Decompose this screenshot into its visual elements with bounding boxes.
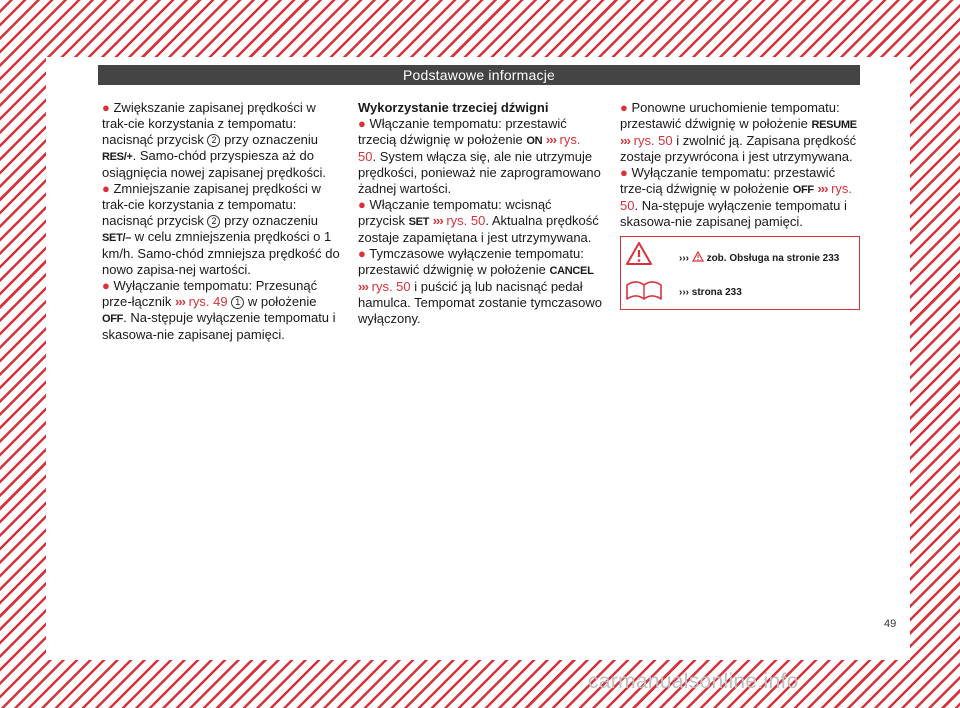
text: Zwiększanie zapisanej prędkości w trak-cie korzystania z tempomatu: nacisnąć przycisk	[102, 100, 316, 147]
button-symbol: SET/–	[102, 232, 132, 244]
warning-reference-text: zob. Obsługa na stronie 233	[706, 253, 840, 264]
figure-link[interactable]: rys. 49	[188, 294, 228, 309]
text: w położenie	[244, 294, 317, 309]
text: . Na-stępuje wyłączenie tempomatu i skasowa-nie zapisanej pamięci.	[102, 310, 336, 342]
figure-link[interactable]: rys. 50	[371, 279, 411, 294]
paragraph	[102, 100, 342, 181]
callout-badge: 2	[207, 215, 220, 228]
text: . Samo-chód przyspiesza aż do osiągnięcia nowej zapisanej prędkości.	[102, 148, 327, 180]
text: w celu zmniejszenia prędkości o 1 km/h. Samo-chód zmniejsza prędkość do nowo zapisa-nej wartości.	[102, 229, 340, 277]
cross-reference-arrow: ›››	[432, 213, 443, 228]
small-warning-icon	[692, 251, 704, 262]
paragraph	[358, 246, 602, 327]
bullet-icon: ●	[358, 197, 366, 212]
paragraph	[358, 116, 602, 197]
text: Wyłączanie tempomatu: przestawić trze-cią dźwignię w położenie	[620, 165, 836, 196]
page-reference-text: strona 233	[691, 287, 742, 298]
cross-reference-arrow: ›››	[358, 279, 368, 294]
page-number: 49	[884, 618, 897, 630]
column-1	[102, 100, 342, 343]
callout-badge: 2	[207, 134, 220, 147]
cross-reference-arrow: ›››	[174, 294, 185, 309]
button-symbol: OFF	[102, 313, 124, 325]
section-heading: Wykorzystanie trzeciej dźwigni	[358, 100, 549, 115]
text: przy oznaczeniu	[220, 213, 319, 228]
text: przy oznaczeniu	[220, 132, 319, 147]
page-header: Podstawowe informacje	[98, 65, 860, 85]
warning-triangle-icon	[625, 241, 653, 267]
watermark: carmanualsonline.info	[588, 670, 799, 693]
button-symbol: RESUME	[811, 119, 857, 131]
text: Ponowne uruchomienie tempomatu: przestawić dźwignię w położenie	[620, 100, 840, 131]
bullet-icon: ●	[102, 100, 110, 115]
bullet-icon: ●	[358, 246, 366, 261]
column-3	[620, 100, 860, 230]
reference-info-box	[620, 236, 860, 310]
paragraph	[358, 197, 602, 246]
figure-link[interactable]: rys. 50	[446, 213, 486, 228]
callout-badge: 1	[231, 296, 244, 309]
button-symbol: RES/+	[102, 151, 133, 163]
button-symbol: SET	[408, 216, 430, 228]
bullet-icon: ●	[102, 278, 110, 293]
page-reference[interactable]	[679, 287, 742, 298]
text: Zmniejszanie zapisanej prędkości w trak-cie korzystania z tempomatu: nacisnąć przycisk	[102, 181, 321, 228]
button-symbol: OFF	[792, 184, 814, 196]
bullet-icon: ●	[102, 181, 110, 196]
column-2	[358, 100, 602, 327]
button-symbol: ON	[526, 135, 543, 147]
cross-reference-arrow: ›››	[620, 133, 630, 148]
figure-link[interactable]: rys. 50	[633, 133, 673, 148]
figure-link[interactable]: rys. 50	[358, 132, 581, 164]
paragraph	[620, 100, 860, 165]
text: i zwolnić ją. Zapisana prędkość zostaje przywrócona i jest utrzymywana.	[620, 133, 857, 164]
bullet-icon: ●	[620, 100, 628, 115]
button-symbol: CANCEL	[549, 265, 594, 277]
bullet-icon: ●	[358, 116, 366, 131]
text: Włączanie tempomatu: wcisnąć przycisk	[358, 197, 552, 228]
paragraph	[102, 278, 342, 343]
text: . System włącza się, ale nie utrzymuje prędkości, ponieważ nie zaprogramowano żadnej wartości.	[358, 149, 601, 196]
text: . Aktualna prędkość zostaje zapamiętana i jest utrzymywana.	[358, 213, 599, 245]
warning-reference[interactable]	[679, 251, 839, 264]
paragraph	[102, 181, 342, 278]
cross-reference-arrow: ›››	[679, 253, 689, 264]
text: Tymczasowe wyłączenie tempomatu: przestawić dźwignię w położenie	[358, 246, 584, 277]
figure-link[interactable]: rys. 50	[620, 181, 853, 213]
cross-reference-arrow: ›››	[817, 181, 828, 196]
text: Wyłączanie tempomatu: Przesunąć prze-łącznik	[102, 278, 318, 309]
text: . Na-stępuje wyłączenie tempomatu i skasowa-nie zapisanej pamięci.	[620, 198, 847, 229]
text: i puścić ją lub nacisnąć pedał hamulca. Tempomat zostanie tymczasowo wyłączony.	[358, 279, 602, 326]
paragraph	[620, 165, 860, 230]
text: Włączanie tempomatu: przestawić trzecią dźwignię w położenie	[358, 116, 567, 147]
cross-reference-arrow: ›››	[679, 287, 689, 298]
book-icon	[623, 279, 665, 303]
bullet-icon: ●	[620, 165, 628, 180]
cross-reference-arrow: ›››	[545, 132, 556, 147]
